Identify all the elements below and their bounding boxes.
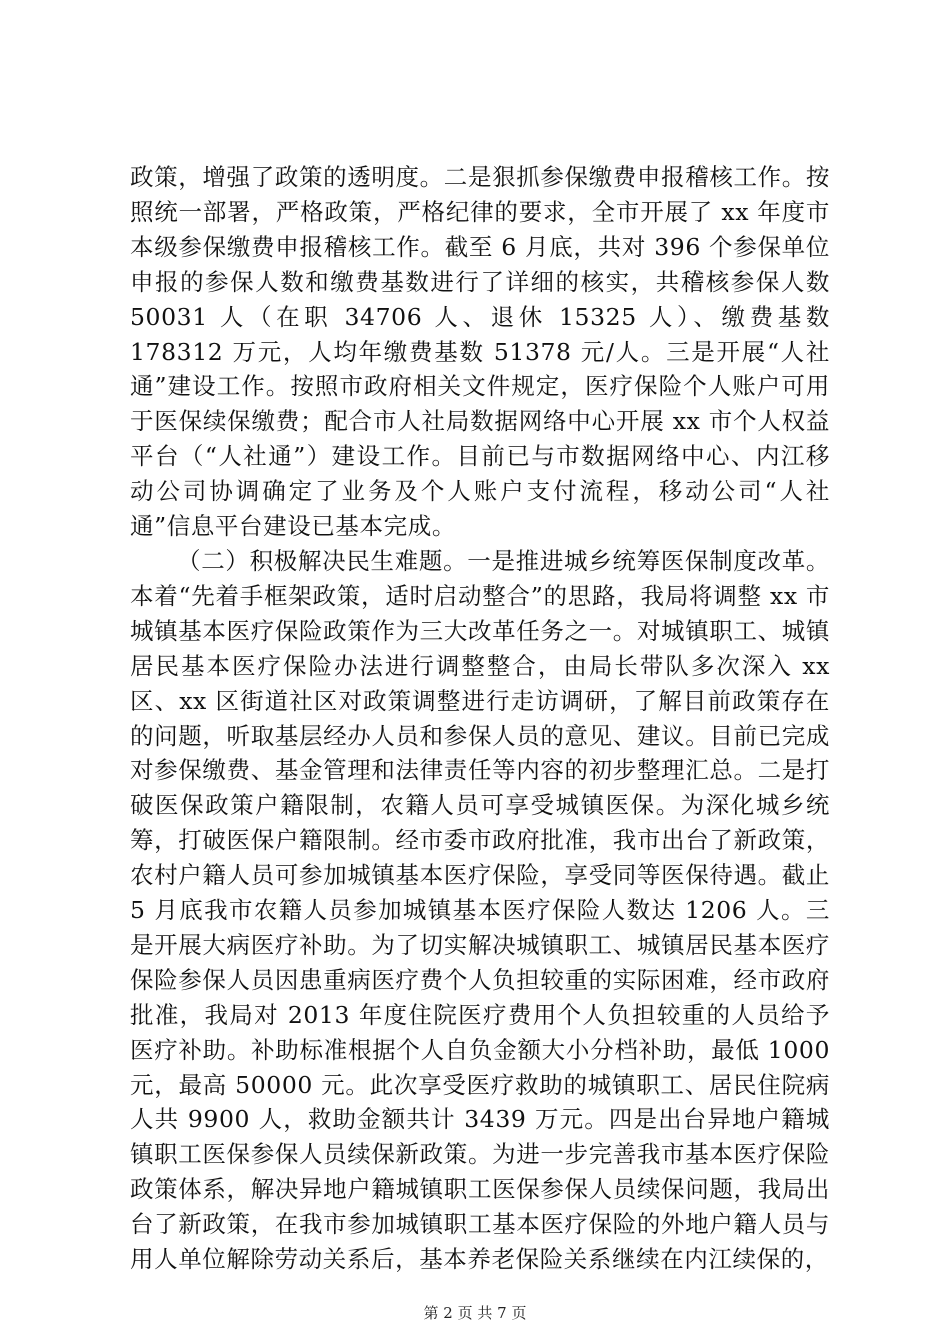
page-number: 第 2 页 共 7 页 xyxy=(423,1304,527,1322)
page-footer xyxy=(0,1303,950,1323)
paragraph-2: （二）积极解决民生难题。一是推进城乡统筹医保制度改革。本着“先着手框架政策，适时启动整合”的思路，我局将调整 xx 市城镇基本医疗保险政策作为三大改革任务之一。对城镇职工、城镇居民基本医疗保险办法进行调整整合，由局长带队多次深入 xx 区、xx 区街道社区对政策调整进行走访调研，了解目前政策存在的问题，听取基层经办人员和参保人员的意见、建议。目前已完成对参保缴费、基金管理和法律责任等内容的初步整理汇总。二是打破医保政策户籍限制，农籍人员可享受城镇医保。为深化城乡统筹，打破医保户籍限制。经市委市政府批准，我市出台了新政策，农村户籍人员可参加城镇基本医疗保险，享受同等医保待遇。截止 5 月底我市农籍人员参加城镇基本医疗保险人数达 1206 人。三是开展大病医疗补助。为了切实解决城镇职工、城镇居民基本医疗保险参保人员因患重病医疗费个人负担较重的实际困难，经市政府批准，我局对 2013 年度住院医疗费用个人负担较重的人员给予医疗补助。补助标准根据个人自负金额大小分档补助，最低 1000 元，最高 50000 元。此次享受医疗救助的城镇职工、居民住院病人共 9900 人，救助金额共计 3439 万元。四是出台异地户籍城镇职工医保参保人员续保新政策。为进一步完善我市基本医疗保险政策体系，解决异地户籍城镇职工医保参保人员续保问题，我局出台了新政策，在我市参加城镇职工基本医疗保险的外地户籍人员与用人单位解除劳动关系后，基本养老保险关系继续在内江续保的， xyxy=(130,546,830,1274)
paragraph-1: 政策，增强了政策的透明度。二是狠抓参保缴费申报稽核工作。按照统一部署，严格政策，严格纪律的要求，全市开展了 xx 年度市本级参保缴费申报稽核工作。截至 6 月底，共对 396 个参保单位申报的参保人数和缴费基数进行了详细的核实，共稽核参保人数 50031 人（在职 34706 人、退休 15325 人）、缴费基数 178312 万元，人均年缴费基数 51378 元/人。三是开展“人社通”建设工作。按照市政府相关文件规定，医疗保险个人账户可用于医保续保缴费；配合市人社局数据网络中心开展 xx 市个人权益平台（“人社通”）建设工作。目前已与市数据网络中心、内江移动公司协调确定了业务及个人账户支付流程，移动公司“人社通”信息平台建设已基本完成。 xyxy=(130,163,830,541)
document-body xyxy=(130,160,830,1277)
